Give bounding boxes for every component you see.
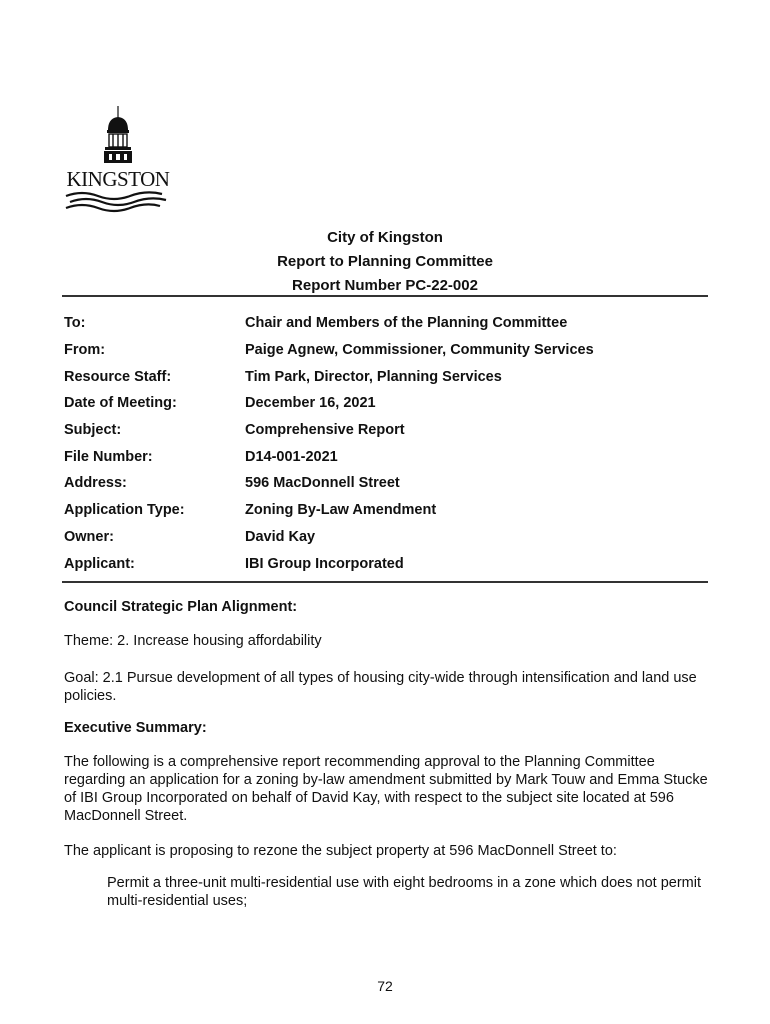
report-title-block: [0, 226, 770, 298]
meta-label: Owner:: [64, 528, 114, 545]
strategic-plan-heading: Council Strategic Plan Alignment:: [64, 599, 298, 615]
meta-value: Zoning By-Law Amendment: [245, 502, 437, 519]
meta-row-date-of-meeting: [64, 390, 704, 417]
rezoning-intro-paragraph: The applicant is proposing to rezone the subject property at 596 MacDonnell Street to:: [64, 843, 617, 859]
meta-value: IBI Group Incorporated: [245, 555, 404, 572]
meta-label: Resource Staff:: [64, 368, 172, 385]
logo-wordmark: KINGSTON: [66, 167, 170, 191]
meta-label: Address:: [64, 475, 127, 492]
meta-label: Subject:: [64, 422, 122, 439]
meta-row-owner: [64, 524, 704, 551]
meta-label: To:: [64, 315, 86, 332]
meta-value: Comprehensive Report: [245, 422, 405, 439]
meta-value: Paige Agnew, Commissioner, Community Services: [245, 342, 594, 359]
meta-label: From:: [64, 342, 106, 359]
bottom-divider: [62, 581, 708, 583]
meta-row-file-number: [64, 443, 704, 470]
meta-row-to: [64, 310, 704, 337]
meta-label: File Number:: [64, 448, 153, 465]
meta-value: December 16, 2021: [245, 395, 376, 412]
meta-value: Tim Park, Director, Planning Services: [245, 368, 502, 385]
strategic-theme: Theme: 2. Increase housing affordability: [64, 633, 322, 649]
meta-label: Applicant:: [64, 555, 135, 572]
meta-row-applicant: [64, 550, 704, 577]
report-committee: Report to Planning Committee: [277, 253, 493, 270]
report-metadata-table: [64, 310, 704, 577]
report-city: City of Kingston: [327, 229, 443, 246]
meta-row-from: [64, 337, 704, 364]
meta-label: Application Type:: [64, 502, 185, 519]
page-number: 72: [377, 978, 393, 994]
executive-summary-paragraph: The following is a comprehensive report recommending approval to the Planning Committee regarding an application for a zoning by-law amendment submitted by Mark Touw and Emma Stucke of IBI Group Incorporated on behalf of David Kay, with respect to the subject site located at 596 MacDonnell Street.: [64, 754, 708, 824]
meta-label: Date of Meeting:: [64, 395, 177, 412]
top-divider: [62, 295, 708, 297]
strategic-goal: Goal: 2.1 Pursue development of all types of housing city-wide through intensification and land use policies.: [64, 670, 697, 704]
meta-value: 596 MacDonnell Street: [245, 475, 400, 492]
meta-row-address: [64, 470, 704, 497]
rezoning-item: Permit a three-unit multi-residential use with eight bedrooms in a zone which does not permit multi-residential uses;: [107, 875, 701, 909]
meta-value: D14-001-2021: [245, 448, 338, 465]
meta-row-subject: [64, 417, 704, 444]
meta-value: Chair and Members of the Planning Committee: [245, 315, 568, 332]
meta-row-resource-staff: [64, 363, 704, 390]
report-number: Report Number PC-22-002: [292, 277, 478, 294]
city-of-kingston-logo: [60, 104, 176, 216]
executive-summary-heading: Executive Summary:: [64, 720, 207, 736]
meta-row-application-type: [64, 497, 704, 524]
meta-value: David Kay: [245, 528, 316, 545]
